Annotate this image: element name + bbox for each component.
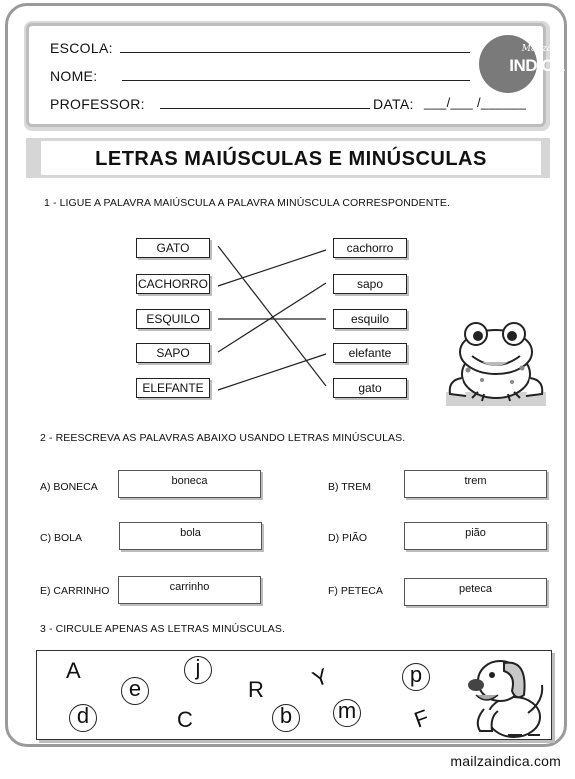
exercise2-instruction: 2 - REESCREVA AS PALAVRAS ABAIXO USANDO LETRAS MINÚSCULAS. bbox=[40, 432, 406, 444]
line-cachorro bbox=[218, 250, 326, 286]
data-label: DATA: bbox=[373, 96, 414, 112]
line-sapo bbox=[218, 283, 326, 352]
label-carrinho: E) CARRINHO bbox=[40, 585, 110, 597]
letter-p-circled[interactable]: p bbox=[402, 663, 430, 691]
line-gato bbox=[218, 246, 326, 386]
letter-d-circled[interactable]: d bbox=[69, 704, 97, 732]
lower-word-sapo[interactable]: sapo bbox=[333, 274, 407, 294]
escola-label: ESCOLA: bbox=[50, 40, 113, 56]
frog-icon bbox=[442, 318, 550, 410]
lower-word-esquilo[interactable]: esquilo bbox=[333, 309, 407, 329]
upper-word-cachorro[interactable]: CACHORRO bbox=[136, 274, 210, 294]
lower-word-gato[interactable]: gato bbox=[333, 378, 407, 398]
answer-field-peteca[interactable]: peteca bbox=[404, 578, 547, 606]
letter-b-circled[interactable]: b bbox=[272, 704, 300, 732]
answer-field-carrinho[interactable]: carrinho bbox=[118, 576, 261, 604]
letter-j-circled[interactable]: j bbox=[184, 656, 212, 684]
label-bola: C) BOLA bbox=[40, 532, 83, 544]
answer-field-bola[interactable]: bola bbox=[119, 522, 262, 550]
upper-word-sapo[interactable]: SAPO bbox=[136, 343, 210, 363]
exercise1-instruction: 1 - LIGUE A PALAVRA MAIÚSCULA A PALAVRA MINÚSCULA CORRESPONDENTE. bbox=[44, 197, 451, 209]
logo-line2: INDICA bbox=[509, 56, 565, 75]
dog-icon bbox=[458, 651, 550, 741]
page-title: LETRAS MAIÚSCULAS E MINÚSCULAS bbox=[40, 140, 542, 176]
label-piao: D) PIÃO bbox=[328, 532, 368, 544]
letter-e-circled[interactable]: e bbox=[121, 677, 149, 705]
line-elefante bbox=[218, 354, 326, 390]
footer-website: mailzaindica.com bbox=[450, 753, 561, 769]
letter-R[interactable]: R bbox=[248, 677, 264, 702]
answer-field-boneca[interactable]: boneca bbox=[118, 470, 261, 498]
label-boneca: A) BONECA bbox=[40, 481, 98, 493]
date-field[interactable]: ___/___ /______ bbox=[424, 95, 527, 110]
professor-label: PROFESSOR: bbox=[50, 96, 145, 112]
lower-word-cachorro[interactable]: cachorro bbox=[333, 238, 407, 258]
letter-m-circled[interactable]: m bbox=[333, 699, 361, 727]
upper-word-elefante[interactable]: ELEFANTE bbox=[136, 378, 210, 398]
label-trem: B) TREM bbox=[328, 481, 371, 493]
letter-F[interactable]: F bbox=[410, 704, 433, 733]
answer-field-trem[interactable]: trem bbox=[404, 470, 547, 498]
lower-word-elefante[interactable]: elefante bbox=[333, 343, 407, 363]
upper-word-esquilo[interactable]: ESQUILO bbox=[136, 309, 210, 329]
answer-field-piao[interactable]: pião bbox=[404, 522, 547, 550]
logo-line1: Mailza bbox=[521, 44, 553, 54]
upper-word-gato[interactable]: GATO bbox=[136, 238, 210, 258]
letter-A[interactable]: A bbox=[66, 658, 81, 683]
label-peteca: F) PETECA bbox=[328, 585, 383, 597]
letter-Y[interactable]: Y bbox=[308, 663, 332, 692]
nome-label: NOME: bbox=[50, 68, 98, 84]
letter-C[interactable]: C bbox=[177, 707, 193, 732]
exercise3-instruction: 3 - CIRCULE APENAS AS LETRAS MINÚSCULAS. bbox=[40, 623, 285, 635]
